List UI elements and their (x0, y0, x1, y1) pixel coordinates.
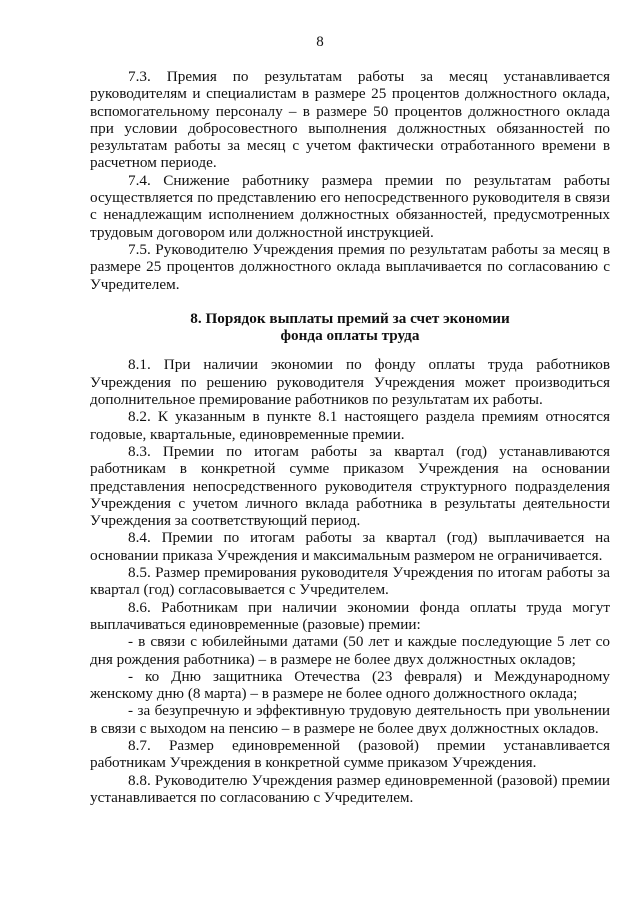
paragraph-8-6: 8.6. Работникам при наличии экономии фонда оплаты труда могут выплачиваться единовременные (разовые) премии: (90, 598, 610, 633)
list-item-holidays: - ко Дню защитника Отечества (23 февраля) и Международному женскому дню (8 марта) – в размере не более одного должностного оклада; (90, 667, 610, 703)
paragraph-8-7: 8.7. Размер единовременной (разовой) премии устанавливается работникам Учреждения в конкретной сумме приказом Учреждения. (90, 736, 610, 772)
paragraph-8-5: 8.5. Размер премирования руководителя Учреждения по итогам работы за квартал (год) согласовывается с Учредителем. (90, 564, 610, 599)
paragraph-7-4: 7.4. Снижение работнику размера премии по результатам работы осуществляется по представлению его непосредственного руководителя в связи с ненадлежащим исполнением должностных обязанностей, предусмотренных трудовым договором или должностной инструкцией. (90, 171, 610, 241)
paragraph-7-5: 7.5. Руководителю Учреждения премия по результатам работы за месяц в размере 25 процентов должностного оклада выплачивается по согласованию с Учредителем. (90, 240, 610, 293)
list-item-retirement: - за безупречную и эффективную трудовую деятельность при увольнении в связи с выходом на пенсию – в размере не более двух должностных окладов. (90, 702, 610, 737)
page-number: 8 (316, 34, 324, 50)
paragraph-8-8: 8.8. Руководителю Учреждения размер единовременной (разовой) премии устанавливается по согласованию с Учредителем. (90, 771, 610, 806)
paragraph-8-3: 8.3. Премии по итогам работы за квартал (год) устанавливаются работникам в конкретной сумме приказом Учреждения на основании представления непосредственного руководителя структурного подразделения Учреждения с учетом личного вклада работника в результаты деятельности Учреждения за соответствующий период. (90, 442, 610, 530)
paragraph-8-4: 8.4. Премии по итогам работы за квартал (год) выплачивается на основании приказа Учреждения и максимальным размером не ограничивается. (90, 529, 610, 564)
paragraph-8-2: 8.2. К указанным в пункте 8.1 настоящего раздела премиям относятся годовые, квартальные, единовременные премии. (90, 408, 610, 443)
paragraph-8-1: 8.1. При наличии экономии по фонду оплаты труда работников Учреждения по решению руководителя Учреждения может производиться дополнительное премирование работников по результатам их работы. (90, 356, 610, 409)
section-heading (90, 310, 610, 345)
document-body (90, 68, 610, 806)
section-heading-line2: фонда оплаты труда (280, 327, 420, 345)
list-item-anniversary: - в связи с юбилейными датами (50 лет и каждые последующие 5 лет со дня рождения работника) – в размере не более двух должностных окладов; (90, 633, 610, 668)
paragraph-7-3: 7.3. Премия по результатам работы за месяц устанавливается руководителям и специалистам в размере 25 процентов должностного оклада, вспомогательному персоналу – в размере 50 процентов должностного оклада при условии добросовестного выполнения должностных обязанностей по результатам работы за месяц с учетом фактически отработанного времени в расчетном периоде. (90, 68, 610, 172)
section-heading-line1: 8. Порядок выплаты премий за счет экономии (190, 309, 510, 327)
